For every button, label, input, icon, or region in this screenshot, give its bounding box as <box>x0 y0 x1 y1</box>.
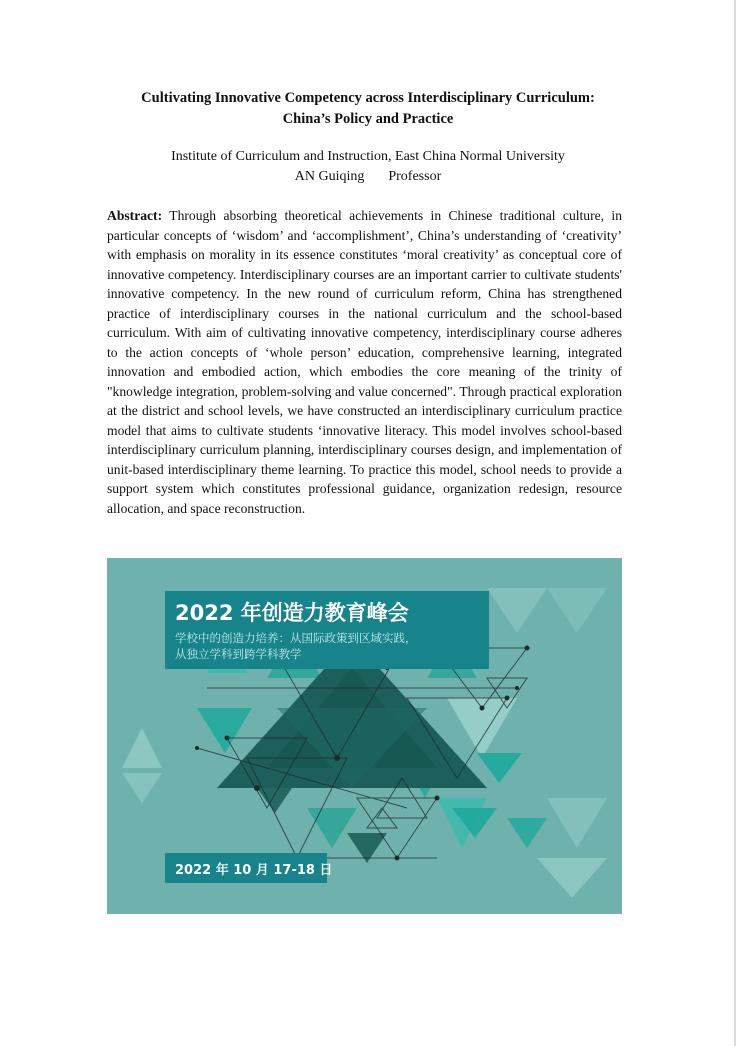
poster-subtitle <box>175 630 485 662</box>
poster-subtitle-line-1: 学校中的创造力培养：从国际政策到区域实践， <box>175 631 417 645</box>
abstract-text: Through absorbing theoretical achievements in Chinese traditional culture, in particular concepts of ‘wisdom’ and ‘accomplishment’, China’s understanding of ‘creativity’ with emphasis on morality in its essence constitutes ‘moral creativity’ as conceptual core of innovative competency. Interdisciplinary courses are an important carrier to cultivate students' innovative competency. In the new round of curriculum reform, China has strengthened practice of interdisciplinary courses in the national curriculum and the school-based curriculum. With aim of cultivating innovative competency, interdisciplinary course adheres to the action concepts of ‘whole person’ education, comprehensive learning, integrated innovation and embodied action, which embodies the core meaning of the trinity of "knowledge integration, problem-solving and value concerned". Through practical exploration at the district and school levels, we have constructed an interdisciplinary curriculum practice model that aims to cultivate students ‘innovative literacy. This model involves school-based interdisciplinary curriculum planning, interdisciplinary courses design, and implementation of unit-based interdisciplinary theme learning. To practice this model, school needs to provide a support system which constitutes professional guidance, organization redesign, resource allocation, and space reconstruction. <box>107 208 623 516</box>
author-block <box>60 147 676 187</box>
abstract-label: Abstract: <box>107 208 163 223</box>
paper-title-line-2: China’s Policy and Practice <box>282 111 454 127</box>
conference-poster-image <box>107 558 622 914</box>
poster-title: 2022 年创造力教育峰会 <box>175 601 409 625</box>
author-line <box>60 167 676 187</box>
poster-date: 2022 年 10 月 17-18 日 <box>175 863 333 878</box>
paper-title-line-1: Cultivating Innovative Competency across Interdisciplinary Curriculum: <box>141 90 595 106</box>
affiliation: Institute of Curriculum and Instruction, East China Normal University <box>171 149 565 164</box>
paper-title <box>60 88 676 130</box>
poster-subtitle-line-2: 从独立学科到跨学科教学 <box>175 647 302 661</box>
abstract <box>107 206 622 518</box>
author-name: AN Guiqing <box>294 169 365 184</box>
poster-date-box <box>165 853 333 883</box>
poster-title-banner <box>165 591 489 669</box>
author-title: Professor <box>388 169 442 184</box>
